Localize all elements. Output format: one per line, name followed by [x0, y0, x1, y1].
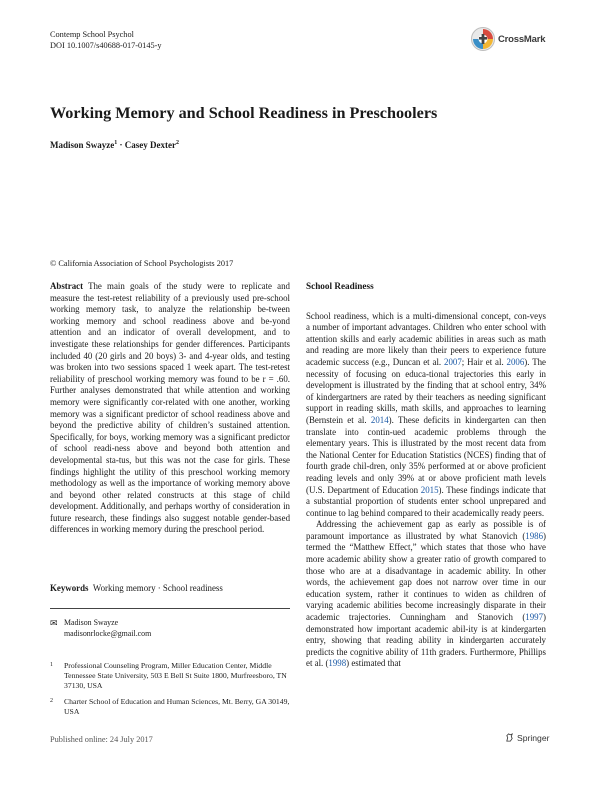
journal-header [50, 29, 162, 51]
citation-link[interactable]: 1998 [328, 658, 347, 669]
keywords [50, 583, 223, 593]
corresponding-email[interactable]: madisonrlocke@gmail.com [64, 629, 152, 638]
citation-link[interactable]: 2015 [420, 484, 439, 495]
article-title: Working Memory and School Readiness in Preschoolers [50, 104, 438, 122]
author-name[interactable]: Madison Swayze [50, 140, 115, 150]
crossmark-label: CrossMark [498, 34, 546, 45]
affiliation-1 [50, 661, 290, 691]
paragraph-text: ; Hair et al. [461, 356, 507, 367]
paragraph-text: ) demonstrated how important academic abil-ity is at kindergarten entry, showing that reading ability in kindergarten accurately predicts the cognitive ability of 11th graders. Furthermore, Phillips et al. ( [306, 612, 546, 669]
paragraph-text: School readiness, which is a multi-dimensional concept, con-veys a number of important advantages. Children who enter school with attention skills and early academic abilities in areas such as math and reading are more likely than their peers to experience future academic success (e.g., Duncan et al. [306, 310, 546, 367]
author-separator: · [117, 140, 125, 150]
citation-link[interactable]: 1997 [525, 612, 544, 623]
citation-link[interactable]: 2014 [370, 414, 389, 425]
keywords-label: Keywords [50, 583, 89, 593]
publisher-logo [505, 733, 549, 743]
citation-link[interactable]: 2006 [506, 356, 525, 367]
body-paragraph [306, 519, 546, 670]
envelope-icon: ✉ [50, 618, 58, 628]
affiliation-number: 2 [50, 698, 53, 704]
doi: DOI 10.1007/s40688-017-0145-y [50, 41, 162, 50]
paragraph-text: ). The necessity of focusing on educa-tional trajectories this early in development is illustrated by the finding that at school entry, 34% of kindergartners are rated by their teachers as needing significant support in reading skills, math skills, and approaches to learning (Bernstein et al. [306, 356, 546, 425]
author-name[interactable]: Casey Dexter [124, 140, 177, 150]
affiliation-text: Charter School of Education and Human Sciences, Mt. Berry, GA 30149, USA [64, 697, 290, 717]
paragraph-text: ) termed the “Matthew Effect,” which states that those who have more academic ability show a greater ratio of growth compared to those who are at a disadvantage in academic ability. In other words, the achievement gap does not narrow over time in our education system, rather it continues to widen as children of varying academic abilities become increasingly disparate in their academic trajectories. Cunningham and Stanovich ( [306, 530, 546, 623]
publisher-name: Springer [517, 733, 550, 743]
author-affiliation-ref[interactable]: 1 [114, 140, 118, 146]
section-heading: School Readiness [306, 281, 374, 291]
author-affiliation-ref[interactable]: 2 [176, 140, 180, 146]
citation-link[interactable]: 1986 [525, 530, 544, 541]
affiliation-text: Professional Counseling Program, Miller Education Center, Middle Tennessee State University, 503 E Bell St Suite 1800, Murfreesboro, TN 37130, USA [64, 661, 287, 691]
paragraph-text: ). These deficits in kindergarten can then translate into contin-ued academic problems through the elementary years. This is illustrated by the most recent data from the National Center for Education Statistics (NCES) finding that of fourth grade chil-dren, only 35% performed at or above proficient reading levels and only 39% at or above proficient math levels (U.S. Department of Education [306, 414, 547, 495]
footnote-divider [50, 608, 290, 609]
affiliation-2 [50, 697, 290, 717]
paragraph-text: ) estimated that [346, 658, 401, 669]
paragraph-text: ). These findings indicate that a substantial proportion of students enter school unprepared and continue to lag behind compared to their academically ready peers. [306, 484, 546, 518]
copyright-notice: © California Association of School Psychologists 2017 [50, 259, 234, 268]
affiliation-number: 1 [50, 662, 53, 668]
corresponding-author: Madison Swayze [64, 618, 119, 627]
citation-link[interactable]: 2007 [444, 356, 462, 367]
journal-name: Contemp School Psychol [50, 30, 134, 39]
abstract-label: Abstract [50, 281, 84, 291]
right-column [306, 281, 546, 670]
springer-horse-icon [505, 733, 514, 742]
author-list [50, 140, 179, 150]
keywords-text: Working memory · School readiness [92, 583, 223, 593]
crossmark-icon [470, 26, 496, 52]
abstract [50, 281, 290, 536]
body-paragraph [306, 311, 546, 520]
published-date: Published online: 24 July 2017 [50, 735, 153, 744]
abstract-text: The main goals of the study were to replicate and measure the test-retest reliability of a previously used pre-school working memory task, to analyze the relationship be-tween working memory and school readiness above and be-yond attention and an indicator of overall development, and to investigate these relationships for gender differences. Participants included 40 (20 girls and 20 boys) 3- and 4-year olds, and testing was broken into two sessions spaced 1 week apart. The test-retest reliability of preschool working memory was found to be r = .60. Further analyses demonstrated that while attention and working memory were significantly cor-related with one another, working memory was a significant predictor of school readiness above and beyond the predictive ability of children’s sustained attention. Specifically, for boys, working memory was a significant predictor of school readi-ness above and beyond both attention and developmental sta-tus, but this was not the case for girls. These findings highlight the utility of this preschool working memory methodology as well as the importance of working memory above and beyond other related constructs at this stage of child development. Additionally, and perhaps worthy of consideration in future research, these findings also suggest notable gender-based differences in working memory during the preschool period. [50, 281, 290, 535]
paragraph-text: Addressing the achievement gap as early as possible is of paramount importance as illustrated by what Stanovich ( [306, 519, 546, 541]
crossmark-badge[interactable] [470, 26, 560, 52]
left-column [50, 281, 290, 536]
